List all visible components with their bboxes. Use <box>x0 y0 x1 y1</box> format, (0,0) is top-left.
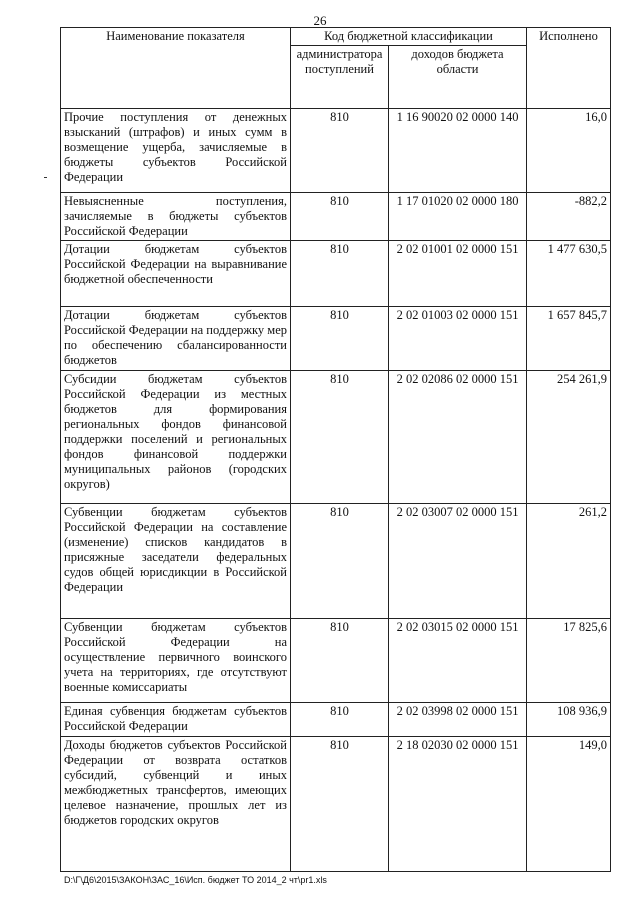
row-admin-code: 810 <box>291 737 389 872</box>
row-amount: 254 261,9 <box>527 371 611 504</box>
row-admin-code: 810 <box>291 241 389 307</box>
row-name: Субвенции бюджетам субъектов Российской Федерации на осуществление первичного воинского учета на территориях, где отсутствуют военные комиссариаты <box>61 619 291 703</box>
row-revenue-code: 2 02 03015 02 0000 151 <box>389 619 527 703</box>
row-admin-code: 810 <box>291 504 389 619</box>
table-row <box>61 703 611 737</box>
row-admin-code: 810 <box>291 193 389 241</box>
row-admin-code: 810 <box>291 371 389 504</box>
row-admin-code: 810 <box>291 703 389 737</box>
row-name: Субвенции бюджетам субъектов Российской Федерации на составление (изменение) списков кандидатов в присяжные заседатели федеральных судов общей юрисдикции в Российской Федерации <box>61 504 291 619</box>
row-revenue-code: 2 02 01001 02 0000 151 <box>389 241 527 307</box>
table-row <box>61 371 611 504</box>
row-amount: 1 657 845,7 <box>527 307 611 371</box>
header-executed: Исполнено <box>527 28 611 109</box>
row-amount: 261,2 <box>527 504 611 619</box>
table-row <box>61 619 611 703</box>
table-row <box>61 504 611 619</box>
row-admin-code: 810 <box>291 109 389 193</box>
row-amount: 1 477 630,5 <box>527 241 611 307</box>
row-amount: 17 825,6 <box>527 619 611 703</box>
row-name: Единая субвенция бюджетам субъектов Российской Федерации <box>61 703 291 737</box>
table-row <box>61 307 611 371</box>
table-row <box>61 109 611 193</box>
row-revenue-code: 2 02 03007 02 0000 151 <box>389 504 527 619</box>
header-name: Наименование показателя <box>61 28 291 109</box>
row-name: Невыясненные поступления, зачисляемые в бюджеты субъектов Российской Федерации <box>61 193 291 241</box>
row-amount: 16,0 <box>527 109 611 193</box>
header-code-group: Код бюджетной классификации <box>291 28 527 46</box>
row-name: Прочие поступления от денежных взысканий (штрафов) и иных сумм в возмещение ущерба, зачисляемые в бюджеты субъектов Российской Федерации <box>61 109 291 193</box>
table-row <box>61 193 611 241</box>
header-revenue: доходов бюджета области <box>389 46 527 109</box>
row-revenue-code: 2 18 02030 02 0000 151 <box>389 737 527 872</box>
row-name: Дотации бюджетам субъектов Российской Федерации на выравнивание бюджетной обеспеченности <box>61 241 291 307</box>
page-number: 26 <box>313 13 327 28</box>
row-amount: 108 936,9 <box>527 703 611 737</box>
row-revenue-code: 1 16 90020 02 0000 140 <box>389 109 527 193</box>
row-name: Дотации бюджетам субъектов Российской Федерации на поддержку мер по обеспечению сбалансированности бюджетов <box>61 307 291 371</box>
row-revenue-code: 2 02 02086 02 0000 151 <box>389 371 527 504</box>
margin-mark <box>44 177 47 178</box>
row-amount: 149,0 <box>527 737 611 872</box>
table-row <box>61 241 611 307</box>
row-revenue-code: 2 02 01003 02 0000 151 <box>389 307 527 371</box>
table-row <box>61 737 611 872</box>
row-admin-code: 810 <box>291 307 389 371</box>
row-amount: -882,2 <box>527 193 611 241</box>
budget-table <box>60 27 611 872</box>
row-name: Субсидии бюджетам субъектов Российской Федерации из местных бюджетов для формирования региональных фондов финансовой поддержки поселений и региональных фондов финансовой поддержки муниципальных районов (городских округов) <box>61 371 291 504</box>
row-name: Доходы бюджетов субъектов Российской Федерации от возврата остатков субсидий, субвенций и иных межбюджетных трансфертов, имеющих целевое назначение, прошлых лет из бюджетов городских округов <box>61 737 291 872</box>
row-revenue-code: 1 17 01020 02 0000 180 <box>389 193 527 241</box>
row-admin-code: 810 <box>291 619 389 703</box>
row-revenue-code: 2 02 03998 02 0000 151 <box>389 703 527 737</box>
footer-file-path: D:\Г\Д6\2015\ЗАКОН\ЗАС_16\Исп. бюджет ТО 2014_2 чт\pr1.xls <box>64 875 327 885</box>
header-admin: администратора поступлений <box>291 46 389 109</box>
